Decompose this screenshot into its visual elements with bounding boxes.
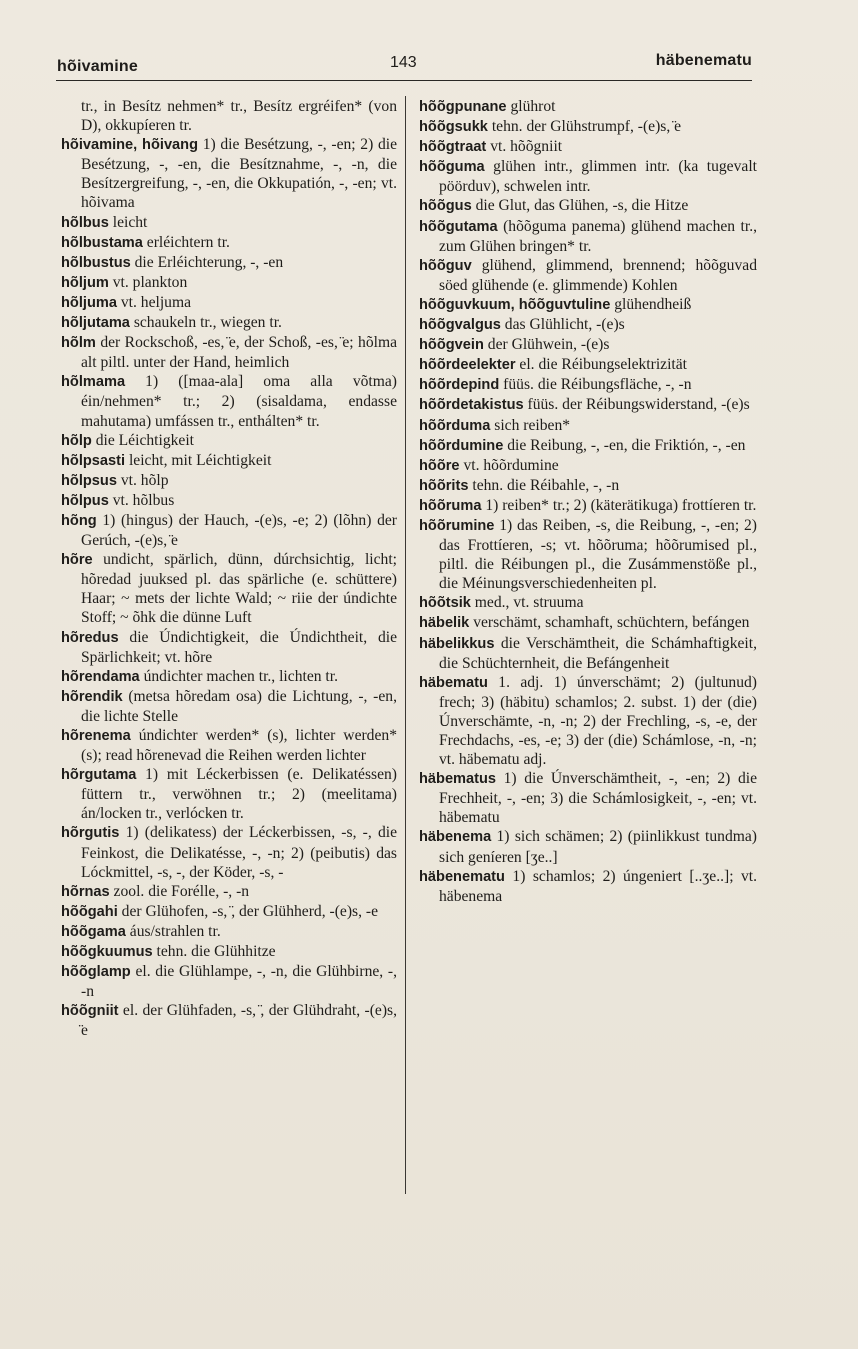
entry-headword: hõrendama [61,668,140,685]
entry-headword: hõõrdeelekter [419,357,516,374]
entry-definition: vt. hõlbus [108,491,175,509]
dictionary-entry [419,867,757,906]
entry-headword: häbematus [419,771,497,788]
entry-headword: hõre [61,552,93,569]
dictionary-entry [419,256,757,295]
dictionary-entry [419,827,757,866]
entry-definition: úndichter machen tr., lichten tr. [139,667,338,685]
entry-definition: vt. plankton [108,273,188,291]
entry-headword: hõõrits [419,477,469,494]
entry-definition: die Verschämtheit, die Schámhaftigkeit, die Schüchternheit, die Befángenheit [439,634,757,672]
header-right-guide-word: häbenematu [655,52,752,69]
dictionary-entry [419,516,757,593]
entry-headword: hõõtsik [419,595,471,612]
entry-headword: hõrgutis [61,825,120,842]
dictionary-entry [61,962,397,1001]
dictionary-entry [419,97,757,117]
dictionary-entry [419,315,757,335]
entry-headword: hõlmama [61,374,126,391]
header-rule [56,80,752,81]
entry-definition: der Rockschoß, -es, ̈e, der Schoß, -es, ̈e; hõlma alt piltl. unter der Hand, heimlich [81,334,397,372]
entry-definition: 1) sich schämen; 2) (piinlikkust tundma) sich geníeren [ʒe..] [439,828,757,866]
entry-definition: tehn. die Glühhitze [152,943,276,961]
entry-definition: glühen intr., glimmen intr. (ka tugevalt pöörduv), schwelen intr. [439,158,757,196]
entry-definition: tehn. der Glühstrumpf, -(e)s, ̈e [487,118,682,136]
entry-definition: die Erléichterung, -, -en [130,253,284,271]
dictionary-entry [61,667,397,687]
entry-headword: hõlpsasti [61,452,126,469]
entry-headword: hõrenema [61,728,131,744]
entry-definition: vt. heljuma [116,293,192,311]
entry-headword: hõõgkuumus [61,944,153,961]
dictionary-entry [419,335,757,355]
entry-definition: vt. hõõgniit [486,138,563,156]
entry-headword: häbenema [419,829,492,846]
entry-definition: 1. adj. 1) únverschämt; 2) (jultunud) frech; 3) (häbitu) schamlos; 2. subst. 1) der (die) Únverschämte, -n, -n; 2) der Frechling, -s, -e, der Frechdachs, -es, -e; 3) der (die) Schámlose, -n, -n; vt. häbematu adj. [439,673,757,769]
entry-headword: hõõgsukk [419,119,488,136]
entry-definition: leicht, mit Léichtigkeit [125,451,272,469]
dictionary-entry [61,882,397,902]
dictionary-entry [419,375,757,395]
entry-definition: der Glühofen, -s, ̈, der Glühherd, -(e)s, -e [117,902,378,920]
entry-definition: verschämt, schamhaft, schüchtern, befángen [469,614,750,632]
entry-definition: füüs. der Réibungswiderstand, -(e)s [523,396,750,414]
dictionary-entry [419,634,757,673]
entry-headword: hõlpsus [61,472,117,489]
dictionary-entry [419,117,757,137]
entry-definition: 1) die Únverschämtheit, -, -en; 2) die Frechheit, -, -en; 3) die Schámlosigkeit, -, -en; vt. häbematu [439,770,757,827]
dictionary-entry [419,217,757,256]
dictionary-entry [419,613,757,633]
entry-definition: el. der Glühfaden, -s, ̈, der Glühdraht, -(e)s, ̈e [81,1002,397,1040]
entry-definition: der Glühwein, -(e)s [483,336,610,354]
dictionary-entry [61,1001,397,1040]
entry-headword: hõõgutama [419,218,498,235]
entry-headword: hõõrduma [419,417,491,434]
header-left-guide-word: hõivamine [57,58,138,75]
dictionary-entry [61,922,397,942]
entry-definition: leicht [108,213,148,231]
dictionary-entry [61,471,397,491]
entry-definition: el. die Réibungselektrizität [515,356,687,374]
entry-headword: hõlpus [61,492,109,509]
entry-definition: glühendheiß [610,295,692,313]
dictionary-entry [61,942,397,962]
dictionary-entry [61,451,397,471]
entry-headword: hõljutama [61,315,130,332]
entry-headword: hõõgvalgus [419,317,501,334]
entry-definition: 1) die Besétzung, -, -en; 2) die Besétzung, -, -en, die Besítznahme, -, -n, die Besítzergreifung, -, -en, die Okkupatión, -, -en; vt. hõivama [81,136,398,212]
entry-headword: hõrendik [61,688,123,705]
dictionary-entry [61,372,397,430]
dictionary-entry [61,213,397,233]
entry-definition: el. die Glühlampe, -, -n, die Glühbirne, -, -n [81,963,397,1001]
entry-headword: hõõglamp [61,964,131,981]
dictionary-entry [61,902,397,922]
entry-headword: hõõgahi [61,903,118,920]
dictionary-entry [61,293,397,313]
dictionary-entry [419,395,757,415]
entry-definition: áus/strahlen tr. [125,922,221,940]
dictionary-entry [419,456,757,476]
entry-headword: hõõgus [419,198,472,215]
left-column [61,97,397,1041]
entry-headword: häbelikkus [419,635,495,652]
entry-headword: häbelik [419,615,470,632]
entry-headword: hõljuma [61,294,117,311]
entry-headword: hõõrdumine [419,437,504,454]
entry-headword: hõljum [61,274,109,291]
entry-definition: tehn. die Réibahle, -, -n [468,476,620,494]
dictionary-entry [419,673,757,769]
entry-definition: 1) ([maa-ala] oma alla võtma) éin/nehmen* tr.; 2) (sisaldama, endasse mahutama) umfássen tr., enthálten* tr. [81,373,397,430]
right-column [419,97,757,906]
entry-definition: füüs. die Réibungsfläche, -, -n [499,376,692,394]
entry-definition: 1) schamlos; 2) úngeniert [..ʒe..]; vt. häbenema [439,867,757,905]
dictionary-entry [61,726,397,765]
dictionary-entry [419,157,757,196]
entry-headword: hõõgpunane [419,99,507,115]
entry-definition: tr., in Besítz nehmen* tr., Besítz ergréifen* (von D), okkupíeren tr. [81,98,397,135]
entry-headword: hõlbustama [61,234,143,251]
dictionary-entry [419,196,757,216]
entry-definition: 1) reiben* tr.; 2) (käterätikuga) frottíeren tr. [481,496,757,514]
entry-definition: (hõõguma panema) glühend machen tr., zum Glühen bringen* tr. [439,217,757,255]
entry-definition: 1) das Reiben, -s, die Reibung, -, -en; 2) das Frottíeren, -s; vt. hõõruma; hõõrumised pl., piltl. die Réibungen pl., die Zusámmenstöße pl., die Méinungsverschiedenheiten pl. [439,516,757,593]
entry-definition: glührot [506,98,556,115]
entry-definition: glühend, glimmend, brennend; hõõguvad söed glühende (e. glimmende) Kohlen [439,256,757,294]
dictionary-entry [419,295,757,315]
dictionary-entry [419,496,757,516]
entry-headword: hõõguv [419,257,472,274]
entry-definition: 1) (hingus) der Hauch, -(e)s, -e; 2) (lõhn) der Gerúch, -(e)s, ̈e [81,511,397,550]
entry-headword: hõõgama [61,923,126,940]
entry-headword: hõrnas [61,883,110,900]
entry-definition: die Reibung, -, -en, die Friktión, -, -en [503,436,746,454]
entry-headword: hõlbustus [61,254,131,271]
entry-headword: hõõguma [419,159,485,176]
dictionary-entry [419,436,757,456]
entry-headword: hõlbus [61,214,109,231]
entry-headword: hõõrumine [419,517,495,534]
dictionary-entry [61,511,397,550]
dictionary-entry [61,333,397,372]
entry-headword: hõõrdepind [419,377,500,394]
dictionary-entry [61,628,397,667]
dictionary-entry [61,135,397,212]
entry-headword: hõlp [61,432,92,449]
entry-definition: 1) (delikatess) der Léckerbissen, -s, -, die Feinkost, die Delikatésse, -, -n; 2) (peibutis) das Lóckmittel, -s, -, der Köder, -s, - [81,824,397,881]
entry-definition: 1) mit Léckerbissen (e. Delikatéssen) füttern tr., verwöhnen tr.; 2) (meelitama) án/locken tr., verlócken tr. [81,766,397,823]
dictionary-entry [419,137,757,157]
entry-definition: erléichtern tr. [142,233,230,251]
entry-definition: úndichter werden* (s), lichter werden* (s); read hõrenevad die Reihen werden lichter [81,727,397,765]
dictionary-entry [419,355,757,375]
entry-headword: hõõguvkuum, hõõguvtuline [419,296,611,313]
entry-headword: hõõruma [419,497,482,514]
entry-headword: hõõrdetakistus [419,397,524,414]
dictionary-entry [61,253,397,273]
dictionary-entry [61,313,397,333]
entry-definition: undicht, spärlich, dünn, dúrchsichtig, licht; hõredad juuksed pl. das spärliche (e. schüttere) Haar; ~ mets der lichte Wald; ~ riie der úndichte Stoff; ~ õhk die dünne Luft [81,551,397,627]
dictionary-entry [419,769,757,827]
dictionary-entry [61,550,397,627]
entry-headword: häbematu [419,674,488,691]
entry-definition: vt. hõlp [116,471,169,489]
dictionary-entry [419,593,757,613]
dictionary-entry [61,431,397,451]
dictionary-entry [61,823,397,881]
dictionary-entry [61,233,397,253]
entry-headword: hõõgvein [419,337,484,354]
dictionary-entry [419,416,757,436]
entry-definition: vt. hõõrdumine [459,456,559,474]
dictionary-entry [419,476,757,496]
entry-headword: hõõre [419,457,460,474]
entry-headword: hõivamine, hõivang [61,137,199,154]
dictionary-entry [61,687,397,726]
entry-definition: med., vt. struuma [470,594,584,612]
entry-headword: hõrgutama [61,767,137,784]
entry-headword: hõõgniit [61,1003,119,1020]
entry-headword: hõõgtraat [419,139,487,156]
entry-definition: die Úndichtigkeit, die Úndichtheit, die Spärlichkeit; vt. hõre [81,628,397,666]
entry-definition: sich reiben* [490,416,571,434]
entry-headword: hõlm [61,335,96,352]
entry-definition: das Glühlicht, -(e)s [500,316,625,334]
entry-definition: (metsa hõredam osa) die Lichtung, -, -en, die lichte Stelle [81,687,397,725]
entry-headword: hõng [61,512,97,529]
entry-definition: die Léichtigkeit [91,431,195,449]
entry-headword: hõredus [61,629,119,646]
entry-definition: schaukeln tr., wiegen tr. [129,314,282,332]
entry-headword: häbenematu [419,868,505,885]
dictionary-entry [61,273,397,293]
page-number: 143 [390,54,417,71]
entry-definition: zool. die Forélle, -, -n [109,882,250,900]
dictionary-entry [61,765,397,823]
dictionary-entry [61,97,397,135]
entry-definition: die Glut, das Glühen, -s, die Hitze [471,197,689,215]
dictionary-entry [61,491,397,511]
column-divider [405,96,406,1194]
